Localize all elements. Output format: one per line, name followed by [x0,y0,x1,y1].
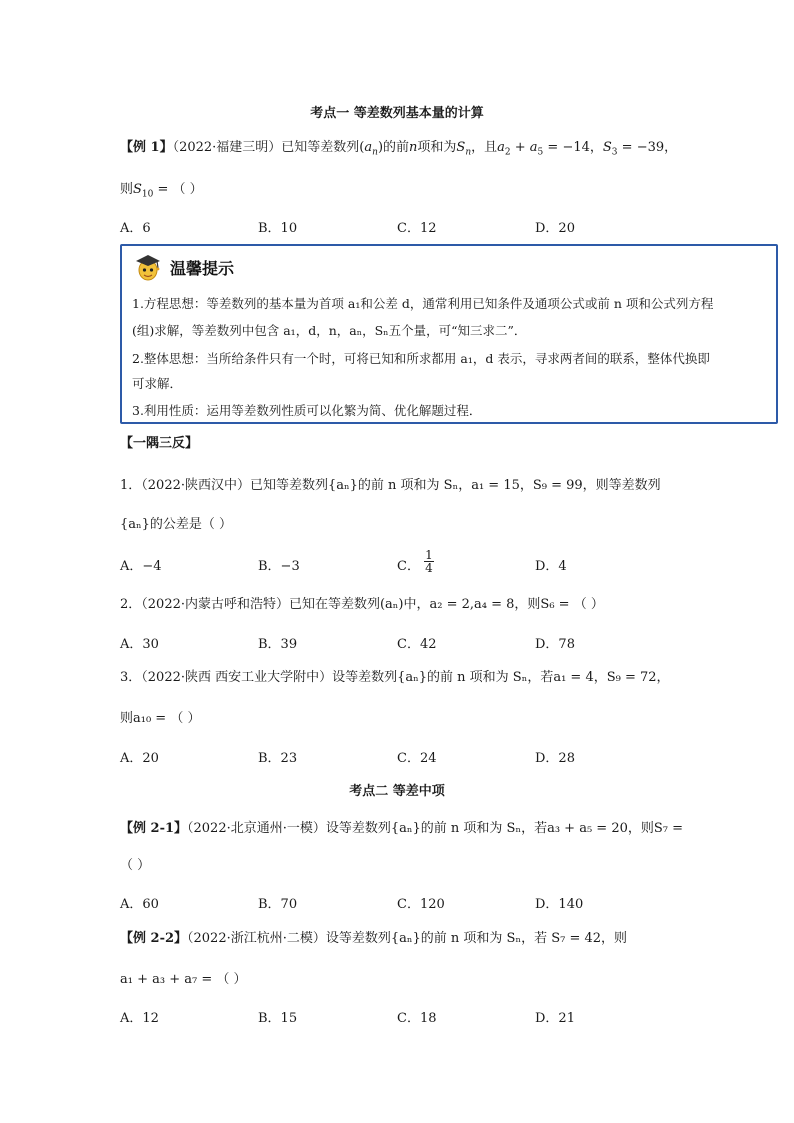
example22-tag: 【例 2-2】 [120,931,188,946]
math-S: S [133,182,142,197]
option-b: B．39 [258,637,298,652]
option-a: A．60 [120,897,159,912]
math-sub: 3 [611,147,618,158]
option-c: C．18 [397,1011,437,1026]
tip-line: 1.方程思想：等差数列的基本量为首项 a₁和公差 d，通常利用已知条件及通项公式或前 n 项和公式列方程 [132,296,714,311]
example1-source: （2022·福建三明） [172,140,282,155]
option-a: A．−4 [120,559,162,574]
option-c: C．120 [397,897,445,912]
example21-line1 [120,819,683,839]
option-c: C．24 [397,751,437,766]
question3-line1: 3．（2022·陕西 西安工业大学附中）设等差数列{aₙ}的前 n 项和为 Sₙ，若a₁ = 4，S₉ = 72， [120,670,670,685]
math-S: S [456,140,466,155]
math-n: n [409,140,418,155]
option-a: A．30 [120,637,159,652]
example1-text: )的前 [377,140,410,155]
example1-text: 则 [120,182,134,197]
option-a: A．6 [120,221,151,236]
option-c [397,548,434,575]
section2-heading: 考点二 等差中项 [349,784,445,799]
example1-text: ，且 [471,140,498,155]
option-d: D．28 [535,751,575,766]
math-eq: = −14 [543,140,590,155]
tip-line: 可求解． [132,376,183,391]
tip-box [120,244,778,424]
example1-options [120,217,680,237]
fraction-numerator: 1 [425,548,433,562]
example21-text: （2022·北京通州·一模）设等差数列{aₙ}的前 n 项和为 Sₙ，若a₃ + a₅ = 20，则S₇ = [187,821,684,836]
option-d: D．78 [535,637,575,652]
section1-heading: 考点一 等差数列基本量的计算 [310,106,484,121]
punct: ， [589,140,603,155]
example1-tag: 【例 1】 [120,140,173,155]
question1-options [120,548,680,575]
example1-text: 项和为 [417,140,457,155]
fraction-denominator: 4 [425,561,433,575]
option-c: C．12 [397,221,437,236]
question3-line2: 则a₁₀ = （ ） [120,711,201,726]
example22-line1 [120,929,627,949]
math-a: + a [510,140,538,155]
option-d: D．140 [535,897,584,912]
math-sub: 10 [141,189,154,200]
example1-line1 [120,138,677,163]
example22-options [120,1007,680,1027]
option-b: B．70 [258,897,298,912]
math-eq: = −39 [617,140,665,155]
math-S: S [602,140,612,155]
question1-line1: 1．（2022·陕西汉中）已知等差数列{aₙ}的前 n 项和为 Sₙ，a₁ = 15，S₉ = 99，则等差数列 [120,478,661,493]
example22-line2: a₁ + a₃ + a₇ = （ ） [120,972,247,987]
example21-line2: （ ） [120,858,151,873]
option-a: A．12 [120,1011,159,1026]
graduate-mascot-icon [132,252,164,282]
question3-options [120,747,680,767]
practice-heading: 【一隅三反】 [120,436,199,451]
tip-line: 2.整体思想：当所给条件只有一个时，可将已知和所求都用 a₁，d 表示，寻求两者间的联系，整体代换即 [132,351,710,366]
option-b: B．−3 [258,559,300,574]
example1-text: 已知等差数列( [281,140,365,155]
question1-line2: {aₙ}的公差是（ ） [120,517,233,532]
math-a: a [364,140,373,155]
example21-options [120,893,680,913]
option-c-label: C． [397,559,420,574]
option-a: A．20 [120,751,159,766]
fraction [424,549,434,574]
question2-line1: 2．（2022·内蒙古呼和浩特）已知在等差数列(aₙ)中，a₂ = 2,a₄ = 8，则S₆ = （ ） [120,597,604,612]
question2-options [120,633,680,653]
math-sub: 2 [504,147,511,158]
option-b: B．23 [258,751,298,766]
tip-line: (组)求解，等差数列中包含 a₁，d，n，aₙ，Sₙ五个量，可“知三求二”． [132,323,527,338]
example22-text: （2022·浙江杭州·二模）设等差数列{aₙ}的前 n 项和为 Sₙ，若 S₇ = 42，则 [187,931,628,946]
tip-title: 温馨提示 [170,259,235,278]
example21-tag: 【例 2-1】 [120,821,188,836]
example1-line2 [120,180,203,205]
option-d: D．20 [535,221,575,236]
tip-line: 3.利用性质：运用等差数列性质可以化繁为简、优化解题过程． [132,403,482,418]
option-b: B．10 [258,221,298,236]
punct: ， [664,140,678,155]
math-a: a [497,140,505,155]
option-b: B．15 [258,1011,298,1026]
math-sub: 5 [537,147,544,158]
option-d: D．21 [535,1011,575,1026]
option-c: C．42 [397,637,437,652]
math-sub: n [465,147,472,158]
math-sub: n [372,147,378,158]
answer-blank: = （ ） [153,182,203,197]
option-d: D．4 [535,559,567,574]
